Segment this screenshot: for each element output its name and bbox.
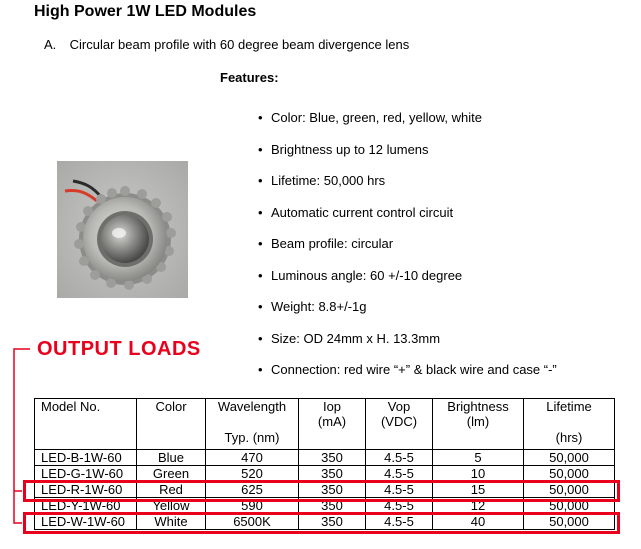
table-row (35, 466, 615, 482)
table-header-row (35, 399, 615, 450)
cell-wavelength: 520 (206, 466, 299, 482)
cell-model: LED-Y-1W-60 (35, 498, 137, 514)
features-heading: Features: (220, 70, 279, 85)
feature-item: • Size: OD 24mm x H. 13.3mm (258, 323, 557, 355)
cell-brightness: 12 (433, 498, 524, 514)
feature-item: • Beam profile: circular (258, 228, 557, 260)
cell-iop: 350 (299, 466, 366, 482)
bullet-icon: • (258, 110, 263, 125)
output-loads-label: OUTPUT LOADS (37, 338, 201, 360)
table-row (35, 514, 615, 530)
cell-vop: 4.5-5 (366, 498, 433, 514)
cell-wavelength: 470 (206, 450, 299, 466)
cell-color: Red (137, 482, 206, 498)
cell-model: LED-B-1W-60 (35, 450, 137, 466)
table-row (35, 498, 615, 514)
table-row (35, 482, 615, 498)
cell-brightness: 15 (433, 482, 524, 498)
feature-item: • Connection: red wire “+” & black wire and case “-” (258, 354, 557, 386)
cell-lifetime: 50,000 (524, 514, 615, 530)
feature-item: • Automatic current control circuit (258, 197, 557, 229)
cell-model: LED-W-1W-60 (35, 514, 137, 530)
cell-brightness: 10 (433, 466, 524, 482)
cell-iop: 350 (299, 450, 366, 466)
section-marker: A. (44, 37, 57, 52)
bullet-icon: • (258, 299, 263, 314)
features-list (258, 102, 557, 386)
section-subtitle-text: Circular beam profile with 60 degree beam divergence lens (69, 37, 410, 52)
bullet-icon: • (258, 173, 263, 188)
feature-item: • Lifetime: 50,000 hrs (258, 165, 557, 197)
cell-wavelength: 6500K (206, 514, 299, 530)
cell-iop: 350 (299, 514, 366, 530)
cell-color: Blue (137, 450, 206, 466)
led-module-photo (57, 161, 188, 298)
cell-brightness: 40 (433, 514, 524, 530)
cell-color: White (137, 514, 206, 530)
feature-item: • Weight: 8.8+/-1g (258, 291, 557, 323)
header-wavelength: Wavelength Typ. (nm) (206, 399, 299, 450)
feature-item: • Brightness up to 12 lumens (258, 134, 557, 166)
cell-wavelength: 625 (206, 482, 299, 498)
cell-vop: 4.5-5 (366, 514, 433, 530)
bullet-icon: • (258, 236, 263, 251)
cell-vop: 4.5-5 (366, 482, 433, 498)
header-model: Model No. (35, 399, 137, 450)
bullet-icon: • (258, 330, 263, 346)
bullet-icon: • (258, 204, 263, 220)
cell-wavelength: 590 (206, 498, 299, 514)
cell-model: LED-G-1W-60 (35, 466, 137, 482)
bullet-icon: • (258, 267, 263, 283)
section-subtitle (44, 37, 409, 52)
bullet-icon: • (258, 362, 263, 377)
cell-iop: 350 (299, 498, 366, 514)
page-title: High Power 1W LED Modules (34, 3, 257, 20)
cell-model: LED-R-1W-60 (35, 482, 137, 498)
header-lifetime: Lifetime (hrs) (524, 399, 615, 450)
feature-item: • Color: Blue, green, red, yellow, white (258, 102, 557, 134)
header-iop: Iop (mA) (299, 399, 366, 450)
cell-brightness: 5 (433, 450, 524, 466)
bullet-icon: • (258, 141, 263, 157)
header-brightness: Brightness (lm) (433, 399, 524, 450)
specs-table (34, 398, 615, 530)
cell-vop: 4.5-5 (366, 466, 433, 482)
cell-lifetime: 50,000 (524, 450, 615, 466)
header-color: Color (137, 399, 206, 450)
cell-lifetime: 50,000 (524, 466, 615, 482)
header-vop: Vop (VDC) (366, 399, 433, 450)
cell-lifetime: 50,000 (524, 498, 615, 514)
feature-item: • Luminous angle: 60 +/-10 degree (258, 260, 557, 292)
cell-color: Green (137, 466, 206, 482)
cell-color: Yellow (137, 498, 206, 514)
table-row (35, 450, 615, 466)
cell-iop: 350 (299, 482, 366, 498)
cell-vop: 4.5-5 (366, 450, 433, 466)
cell-lifetime: 50,000 (524, 482, 615, 498)
